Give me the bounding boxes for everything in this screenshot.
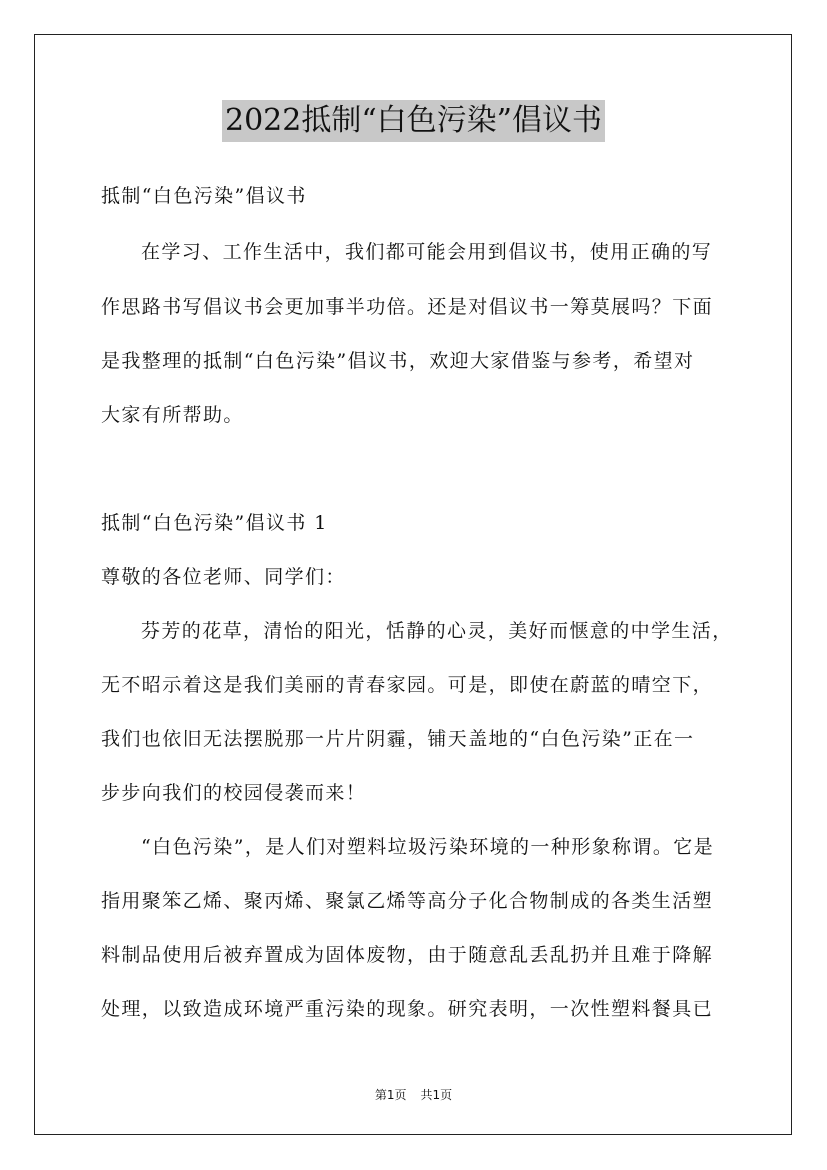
- para1-line-3: 我们也依旧无法摆脱那一片片阴霾，铺天盖地的“白色污染”正在一: [101, 728, 695, 750]
- intro-line-3: 是我整理的抵制“白色污染”倡议书，欢迎大家借鉴与参考，希望对: [101, 350, 695, 372]
- intro-line-2: 作思路书写倡议书会更加事半功倍。还是对倡议书一筹莫展吗？下面: [101, 296, 714, 318]
- para1-line-2: 无不昭示着这是我们美丽的青春家园。可是，即使在蔚蓝的晴空下，: [101, 674, 714, 696]
- document-subtitle: 抵制“白色污染”倡议书: [101, 185, 307, 207]
- section-heading: 抵制“白色污染”倡议书 1: [101, 512, 328, 534]
- intro-line-4: 大家有所帮助。: [101, 404, 244, 426]
- para1-line-1: 芬芳的花草，清怡的阳光，恬静的心灵，美好而惬意的中学生活，: [141, 620, 733, 642]
- para2-line-1: “白色污染”，是人们对塑料垃圾污染环境的一种形象称谓。它是: [141, 836, 715, 858]
- para2-line-3: 料制品使用后被弃置成为固体废物，由于随意乱丢乱扔并且难于降解: [101, 944, 714, 966]
- title-container: [0, 100, 827, 142]
- para2-line-2: 指用聚笨乙烯、聚丙烯、聚氯乙烯等高分子化合物制成的各类生活塑: [101, 890, 714, 912]
- para2-line-4: 处理，以致造成环境严重污染的现象。研究表明，一次性塑料餐具已: [101, 998, 714, 1020]
- intro-line-1: 在学习、工作生活中，我们都可能会用到倡议书，使用正确的写: [141, 241, 713, 263]
- para1-line-4: 步步向我们的校园侵袭而来！: [101, 782, 367, 804]
- document-title: 2022抵制“白色污染”倡议书: [222, 100, 605, 142]
- page-number: 第1页: [374, 1088, 407, 1102]
- page-footer: [0, 1086, 827, 1103]
- salutation: 尊敬的各位老师、同学们：: [101, 566, 346, 588]
- page-total: 共1页: [420, 1088, 453, 1102]
